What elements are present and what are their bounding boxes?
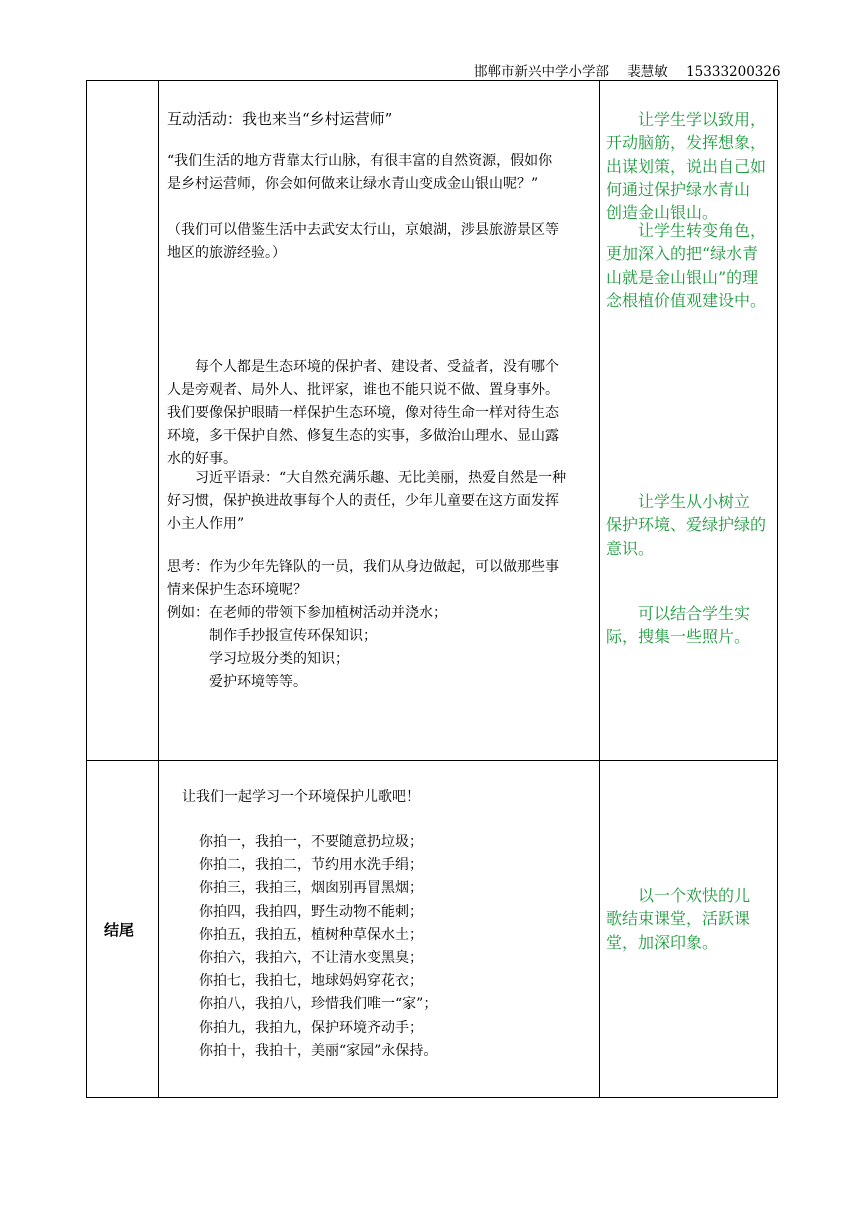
table-border-bottom: [86, 1097, 778, 1098]
song-line: 你拍五，我拍五，植树种草保水土；: [199, 926, 423, 943]
note-photos: 可以结合学生实 际，搜集一些照片。: [606, 604, 751, 647]
activity-think: 思考：作为少年先锋队的一员，我们从身边做起，可以做那些事 情来保护生态环境呢？: [167, 559, 559, 598]
table-border-right: [777, 80, 778, 1098]
song-line: 你拍四，我拍四，野生动物不能刺；: [199, 903, 423, 920]
page-header: [474, 60, 781, 80]
note-role: 让学生转变角色， 更加深入的把“绿水青 山就是金山银山”的理 念根植价值观建设中。: [606, 221, 767, 310]
song-line: 你拍九，我拍九，保护环境齐动手；: [199, 1019, 423, 1036]
song-line: 你拍七，我拍七，地球妈妈穿花衣；: [199, 973, 423, 990]
activity-quote: 习近平语录：“大自然充满乐趣、无比美丽，热爱自然是一种 好习惯，保护换进故事每个人的责任，少年儿童要在这方面发挥 小主人作用”: [167, 470, 567, 532]
table-border-left: [86, 80, 87, 1098]
table-row-divider: [86, 760, 778, 761]
table-divider-1: [158, 80, 159, 1098]
note-ending: 以一个欢快的儿 歌结束课堂，活跃课 堂，加深印象。: [606, 886, 751, 952]
activity-question: “我们生活的地方背靠太行山脉，有很丰富的自然资源，假如你 是乡村运营师，你会如何做来让绿水青山变成金山银山呢？”: [167, 153, 553, 192]
table-divider-2: [599, 80, 600, 1098]
ending-label: 结尾: [104, 921, 135, 939]
teacher-name: 裴慧敏: [627, 64, 668, 80]
activity-reference: （我们可以借鉴生活中去武安太行山，京娘湖，涉县旅游景区等 地区的旅游经验。）: [167, 222, 559, 261]
song-line: 你拍二，我拍二，节约用水洗手绢；: [199, 857, 423, 874]
activity-paragraph: 每个人都是生态环境的保护者、建设者、受益者，没有哪个 人是旁观者、局外人、批评家，谁也不能只说不做、置身事外。 我们要像保护眼睛一样保护生态环境，像对待生命一样对待生态 环境，多干保护自然、修复生态的实事，多做治山理水、显山露 水的好事。: [167, 359, 559, 467]
song-line: 你拍三，我拍三，烟囱别再冒黑烟；: [199, 880, 423, 897]
activity-title: 互动活动：我也来当“乡村运营师”: [167, 110, 393, 128]
song-line: 你拍八，我拍八，珍惜我们唯一“家”；: [199, 996, 438, 1013]
phone-number: 15333200326: [686, 64, 781, 80]
song-line: 你拍六，我拍六，不让清水变黑臭；: [199, 950, 423, 967]
song-line: 你拍十，我拍十，美丽“家园”永保持。: [199, 1042, 438, 1059]
header-rule: [86, 80, 778, 81]
song-line: 你拍一，我拍一，不要随意扔垃圾；: [199, 834, 423, 850]
ending-intro: 让我们一起学习一个环境保护儿歌吧！: [182, 789, 420, 805]
ending-song: [199, 831, 437, 1063]
school-name: 邯郸市新兴中学小学部: [474, 64, 609, 80]
note-apply: 让学生学以致用， 开动脑筋，发挥想象， 出谋划策，说出自己如 何通过保护绿水青山 创造金山银山。: [606, 110, 767, 223]
activity-examples: 例如：在老师的带领下参加植树活动并浇水； 制作手抄报宣传环保知识； 学习垃圾分类的知识； 爱护环境等等。: [167, 605, 447, 690]
note-awareness: 让学生从小树立 保护环境、爱绿护绿的 意识。: [606, 492, 767, 558]
